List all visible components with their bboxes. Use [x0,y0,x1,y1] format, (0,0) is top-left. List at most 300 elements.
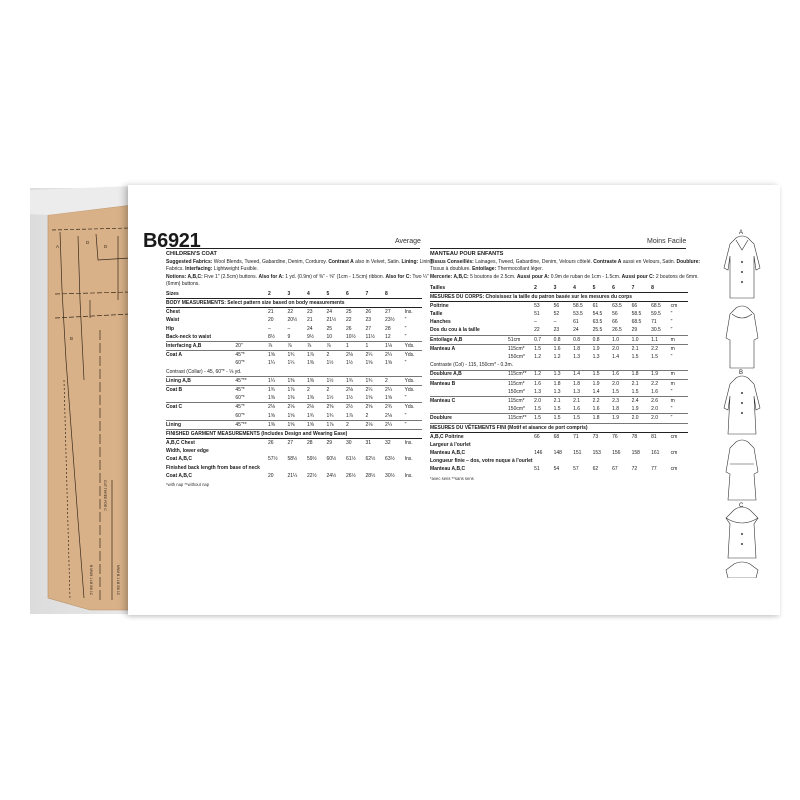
also-c-text: 2 boutons de 6mm. [655,274,699,281]
row-value: 1.6 [534,379,554,388]
fabric-width: 45"* [235,386,268,395]
row-unit [671,441,688,449]
row-unit: Yds. [405,342,422,351]
row-value: 28 [385,325,391,332]
row-value: 2.0 [651,406,659,413]
row-value: 2¼ [385,351,405,360]
row-value: 1.5 [631,388,639,395]
interfacing-text: Thermocollant léger. [497,265,543,272]
row-value: 68 [553,433,560,440]
row-value [651,441,671,449]
row-value: 28 [306,440,313,447]
row-value: 1¾ [366,376,386,385]
row-value: ⅞ [307,342,327,351]
tissue-mark-cut: CUT THREE FOR C [103,480,107,511]
row-unit: Ins. [404,472,413,479]
row-value: 1.3 [573,388,581,395]
row-value: 1½ [326,395,334,402]
row-value: 27 [365,325,372,332]
row-label: Waist [166,317,180,324]
row-value: 1.5 [553,406,561,413]
finished-row [166,472,422,480]
row-value: 76 [612,433,618,440]
row-label: Coat A,B,C [166,472,192,479]
row-label: Manteau A,B,C [430,450,466,457]
notions-text: Five 1" (2.5cm) buttons. [204,274,258,281]
size-header: 6 [346,290,366,299]
also-a-label: Aussi pour A: [516,274,550,281]
notions-label: Mercerie: A,B,C: [430,274,469,281]
row-value: 1⅞ [327,420,347,429]
row-value: 27 [287,440,294,447]
difficulty-en: Average [395,238,421,245]
row-value: 1.6 [573,406,581,413]
row-value: 2⅛ [346,351,366,360]
row-unit: m [671,344,688,353]
fabric-width [235,308,268,317]
also-a-label: Also for A: [258,274,284,281]
finished-row [166,439,422,448]
view-sketches [710,228,774,578]
sizes-header-row [430,284,688,293]
row-value: 26 [346,325,352,332]
row-value: 1½ [327,376,347,385]
row-value: 53.5 [573,311,583,318]
row-label [430,353,508,361]
unit-header [671,284,688,293]
measurement-row [430,327,688,336]
row-value: 8½ [267,333,275,340]
row-label: Manteau C [430,397,508,406]
row-value: – [267,325,271,332]
fabric-width: 115cm** [508,370,534,379]
row-label: Manteau A [430,344,508,353]
row-value: 146 [534,450,543,457]
row-value: 2¼ [366,386,386,395]
footnote-fr: *avec sens **sans sens [430,475,474,481]
measurement-row [430,379,688,388]
fabric-width: 45"* [235,351,268,360]
row-unit: cm [670,302,678,309]
row-value: 1⅝ [385,395,392,402]
finished-row [430,441,688,449]
row-value [593,441,613,449]
row-value: 59.5 [651,311,661,318]
row-label: Manteau B [430,379,508,388]
body-heading-row [166,299,422,308]
fabric-width: 20" [235,342,268,351]
row-value: 153 [592,450,601,457]
measurement-row [166,308,422,317]
row-unit: " [404,412,407,419]
size-header: 4 [307,290,327,299]
row-value: 59½ [306,456,317,463]
row-value: 52 [553,311,560,318]
measurement-row [430,310,688,318]
unit-header [405,290,422,299]
measurement-row [430,388,688,397]
row-unit: m [671,335,688,344]
row-value: 1.5 [534,344,554,353]
row-value: 2.0 [632,414,652,423]
fabric-width: 51cm [508,335,534,344]
fabric-width [508,327,534,336]
row-value: 24½ [326,472,337,479]
sizes-header-row [166,290,422,299]
view-label-a: A [739,230,744,236]
view-c-front [726,507,758,558]
row-value: – [534,319,537,326]
row-label: Hip [166,325,175,332]
fabric-width: 60"* [235,395,245,402]
row-value: 1⅜ [287,395,295,402]
row-value: 9½ [306,333,314,340]
finished-row [166,464,422,472]
fabric-width [508,310,534,318]
row-value: 1.8 [593,414,613,423]
row-value: 23½ [385,317,395,324]
row-value: 1.9 [593,344,613,353]
row-value: 1.6 [651,388,659,395]
row-value: 1.8 [554,379,574,388]
row-value: 58.5 [573,302,583,309]
row-value: – [287,325,291,332]
fabrics-label: Suggested Fabrics: [166,259,213,266]
row-value: 62½ [365,456,376,463]
row-value: 2.0 [612,344,632,353]
row-unit: cm [670,450,678,457]
row-value: 2⅝ [366,403,386,412]
view-b-back [726,440,758,500]
row-value: 71 [573,433,579,440]
row-value: 1.3 [573,354,581,361]
row-value: 22 [534,327,540,334]
row-value: 0.7 [534,335,554,344]
measurement-row [166,351,422,360]
row-value: 1.4 [573,370,593,379]
sizes-label: Tailles [430,284,534,293]
row-value: 2.2 [651,344,671,353]
row-value: 2 [385,376,405,385]
row-value: 1.5 [554,414,574,423]
row-value: 30.5 [651,327,661,334]
row-label: Hanches [430,319,451,326]
row-value: 25 [326,325,333,332]
row-value: 2.1 [573,397,593,406]
row-value: 1⅝ [385,360,392,367]
row-unit: " [404,395,407,402]
sizes-label: Sizes [166,290,268,299]
row-value: ⅞ [287,342,307,351]
row-value: 2.0 [534,397,554,406]
row-value: 1¾ [287,351,307,360]
measurement-row [166,403,422,412]
row-value: ⅞ [268,342,288,351]
title-rule-en [166,248,420,249]
row-label: Coat B [166,386,235,395]
row-value: 0.8 [593,335,613,344]
row-value: 2.6 [651,397,671,406]
size-header: 6 [612,284,632,293]
row-value: 1.5 [534,406,542,413]
row-value: 2½ [346,403,366,412]
row-value: 25 [346,309,352,316]
row-value: 56 [553,302,560,309]
row-value: 1⅝ [287,420,307,429]
row-value: 31 [365,440,372,447]
row-note: Finished back length from base of neck [166,464,260,471]
lining-label: Lining: [401,259,419,266]
row-value [612,441,632,449]
row-value: 2⅛ [385,412,392,419]
row-value: 21½ [326,317,337,324]
row-unit: m [671,379,688,388]
row-value: 1.5 [534,414,554,423]
view-label-b: B [739,370,744,376]
row-label [166,360,235,368]
row-value: 2.0 [612,379,632,388]
size-header: 7 [366,290,386,299]
measurement-row [430,335,688,344]
fabric-width: 115cm** [508,414,534,423]
finished-row [166,447,422,455]
row-value: 28½ [365,472,376,479]
fabric-width: 150cm* [508,406,525,413]
fabric-width [235,325,268,333]
row-label [166,412,235,421]
measurement-row [430,370,688,379]
row-value: 61½ [346,456,356,463]
contrast-label: Contrast A [328,259,354,266]
row-unit: " [670,319,673,326]
footnote-en: *with nap **without nap [166,482,210,488]
row-unit: Ins. [404,440,413,447]
row-value: 1½ [326,360,334,367]
measurement-row [166,420,422,429]
fabrics-text: Lainages, Tweed, Gabardine, Denim, Velours côtelé. [475,259,592,266]
row-value: 1⅝ [287,412,295,419]
fabric-width [235,317,268,325]
contrast-text: aussi en Velours, Satin. [622,259,676,266]
row-value [346,447,366,455]
row-value: 2 [307,386,327,395]
row-value: 10½ [346,333,356,340]
row-unit: Yds. [405,376,422,385]
row-label: Manteau A,B,C [430,466,466,473]
row-unit: Yds. [405,386,422,395]
row-value: 1⅝ [307,420,327,429]
row-value: 1⅞ [287,386,307,395]
row-value: 156 [612,450,621,457]
row-value: 1.8 [573,379,593,388]
finished-heading-row [430,423,688,432]
row-value: 1 [346,342,366,351]
measurement-row [430,302,688,311]
fabric-width: 45"** [235,420,268,429]
row-value: 1⅞ [307,351,327,360]
row-value: 1.1 [651,335,671,344]
size-header: 2 [534,284,554,293]
row-value: 9 [287,333,291,340]
row-value: 63½ [385,456,395,463]
row-value: 66 [612,319,618,326]
row-value: 1¾ [346,376,366,385]
yardage-table-fr [430,284,688,474]
row-value: 23 [306,309,313,316]
finished-row [430,432,688,441]
row-value: 161 [651,450,660,457]
row-value: – [553,319,557,326]
row-value: 1⅜ [306,395,314,402]
row-value: 1.3 [592,354,600,361]
row-value: 2.3 [612,397,632,406]
body-heading-row [430,292,688,301]
also-c-text: Two ¼" (6mm) buttons. [166,274,429,287]
row-value [268,447,288,455]
row-unit: " [405,420,422,429]
row-value: 1.4 [612,354,620,361]
row-value [554,441,574,449]
row-value: 26 [267,440,274,447]
row-value: 32 [385,440,391,447]
row-value: 148 [553,450,562,457]
row-value: 24 [573,327,579,334]
row-value: 1⅝ [268,351,288,360]
view-a-front [724,236,760,298]
row-value: 24 [306,325,313,332]
row-value: 2⅛ [287,403,307,412]
interfacing-label: Entoilage: [472,265,497,272]
row-unit: " [670,327,673,334]
row-value: 26.5 [612,327,622,334]
finished-row [166,456,422,464]
row-value: 21 [267,309,274,316]
row-value: 2.1 [632,379,652,388]
tissue-mark-1: B MNM 1 LB 5/8 1C [89,565,93,596]
size-header: 3 [554,284,574,293]
row-value: 1⅜ [268,420,288,429]
difficulty-fr: Moins Facile [647,238,687,245]
row-note: Contraste (Col) - 115, 150cm* - 0.3m. [430,362,513,369]
row-value: 29 [326,440,333,447]
section-heading: MESURES DU CORPS: Choisissez la taille du patron basée sur les mesures du corps [430,292,688,301]
size-header: 8 [385,290,405,299]
fabric-width: 115cm* [508,379,534,388]
row-value: 21 [306,317,313,324]
measurement-row [430,344,688,353]
french-column [430,251,701,482]
tissue-mark-2: MNM B 1 LB 5/8 1C [116,565,120,596]
fabric-width: 115cm* [508,397,534,406]
row-label: Poitrine [430,302,449,309]
row-value: 1.9 [612,414,632,423]
finished-row [430,449,688,457]
row-value: 26 [365,309,372,316]
row-value: 58.5 [631,311,642,318]
row-label: Lining [166,420,235,429]
row-value: 57 [573,466,579,473]
row-label: Lining A,B [166,376,235,385]
fabrics-fr [430,259,702,272]
row-value: 2 [346,420,366,429]
row-value: 27 [385,309,391,316]
contrast-text: also in Velvet, Satin. [355,259,401,266]
row-note: Longueur finie – dos, votre nuque à l'ourlet [430,458,533,465]
row-label [430,388,508,397]
row-value: 29 [631,327,638,334]
row-value: 54 [553,466,560,473]
row-value: 1½ [346,395,353,402]
row-value: 22 [346,317,352,324]
fabric-width: 60"* [235,412,245,419]
row-note: Contrast (Collar) - 45, 60"* - ⅛ yd. [166,368,242,375]
row-value: 2⅛ [346,386,366,395]
measurement-row [430,405,688,414]
row-value: 1⅜ [307,376,327,385]
row-value: 1⅜ [306,360,314,367]
size-header: 7 [632,284,652,293]
row-value: 2.2 [651,379,671,388]
row-value: 1⅝ [267,412,275,419]
row-value: 1¼ [267,360,275,367]
also-c-label: Also for C: [385,274,412,281]
row-value: 2.2 [593,397,613,406]
notions-en [166,274,438,287]
row-unit: m [671,397,688,406]
fabric-width: 115cm* [508,344,534,353]
row-unit: " [670,354,673,361]
measurement-row [166,412,422,421]
measurement-row [430,361,688,370]
row-value: 1.6 [612,370,632,379]
row-value: 1.6 [592,406,600,413]
row-label: Doublure A,B [430,370,508,379]
row-value: 2¾ [385,403,405,412]
measurement-row [166,376,422,385]
row-value: 1¼ [268,376,288,385]
row-value: 1.8 [573,344,593,353]
fabric-width [508,302,534,311]
view-b-front [724,376,760,434]
lining-text: Lining Fabrics. [166,259,433,272]
row-value: 1¼ [287,360,295,367]
svg-text:D: D [86,240,90,245]
row-value: 2.1 [554,397,574,406]
row-value: 1⅜ [287,376,307,385]
interfacing-text: Lightweight Fusible. [213,265,258,272]
also-c-label: Aussi pour C: [621,274,655,281]
row-value: 51 [534,466,540,473]
section-heading: MESURES DU VÊTEMENTS FINI (Motif et aisance de port compris) [430,423,688,432]
row-value: 63.5 [612,302,622,309]
finished-row [430,457,688,465]
row-value: 1.5 [573,414,593,423]
row-value: 1.5 [651,354,659,361]
notions-fr [430,274,702,280]
row-value: 0.8 [573,335,593,344]
row-value: 10 [326,333,333,340]
fabrics-en [166,259,438,272]
row-value: 22 [287,309,294,316]
row-value: 1½ [346,360,353,367]
row-value: 1.4 [592,388,600,395]
row-label: Chest [166,309,180,316]
row-value: 1¾ [268,386,288,395]
measurement-row [166,386,422,395]
row-value: 1.3 [554,370,574,379]
row-value: 2.1 [632,344,652,353]
row-value [385,447,405,455]
